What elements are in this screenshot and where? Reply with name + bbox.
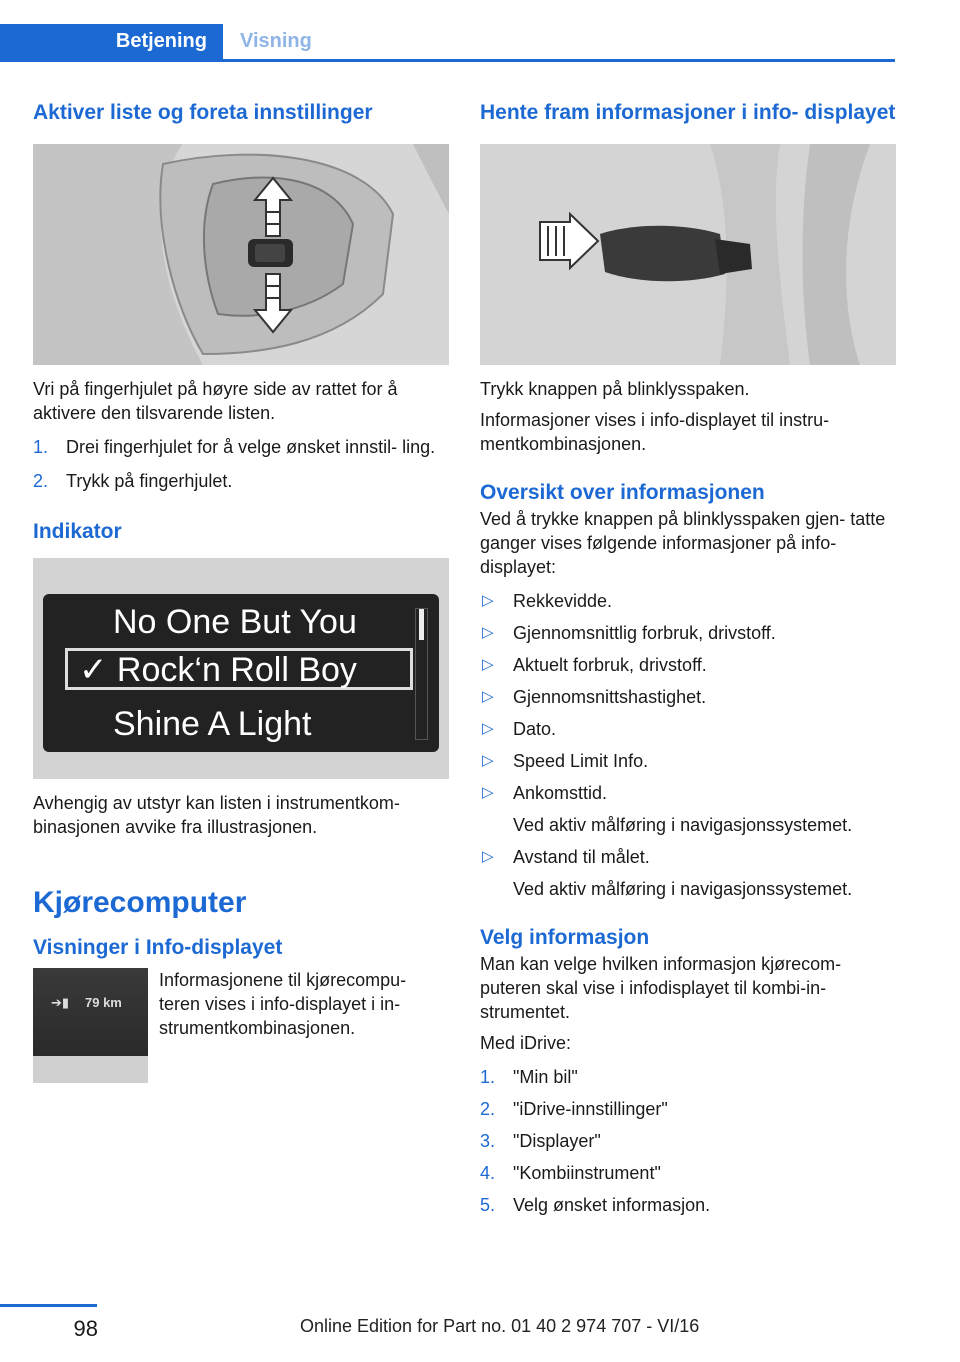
- list-item-subtext: Ved aktiv målføring i navigasjonssystemet.: [513, 879, 853, 899]
- indicator-display-illustration: [33, 558, 449, 779]
- list-item-subtext: Ved aktiv målføring i navigasjonssystemet.: [513, 815, 853, 835]
- list-item-text: Avstand til målet.: [513, 847, 650, 867]
- list-item: [480, 653, 896, 677]
- tab-betjening[interactable]: Betjening: [0, 24, 223, 59]
- heading-aktiver-liste: Aktiver liste og foreta innstillinger: [33, 101, 373, 124]
- step-number: 4.: [480, 1163, 496, 1183]
- steering-wheel-illustration: [33, 144, 449, 365]
- range-display-illustration: [33, 968, 148, 1083]
- turn-signal-lever-illustration: [480, 144, 896, 365]
- list-item: [480, 685, 896, 709]
- range-display-screen: [33, 968, 148, 1056]
- step-number: 5.: [480, 1195, 496, 1215]
- step-number: 2.: [480, 1099, 496, 1119]
- paragraph-man-kan: Man kan velge hvilken informasjon kjørecom‐ puteren skal vise i infodisplayet til kombi-in‐ strumentet.: [480, 954, 842, 1022]
- header-divider: [0, 59, 895, 62]
- paragraph-med-idrive: Med iDrive:: [480, 1033, 572, 1053]
- list-item: [480, 749, 896, 773]
- information-list: [480, 589, 896, 901]
- step-text: Velg ønsket informasjon.: [513, 1195, 711, 1215]
- list-item: [480, 1065, 896, 1089]
- idrive-steps-list: [480, 1065, 896, 1217]
- bullet-triangle-icon: ▷: [482, 688, 494, 705]
- display-item-1: No One But You: [113, 603, 357, 641]
- list-item: [480, 1097, 896, 1121]
- heading-indikator: Indikator: [33, 520, 122, 543]
- list-item-text: Aktuelt forbruk, drivstoff.: [513, 655, 707, 675]
- list-item: [480, 1193, 896, 1217]
- bullet-triangle-icon: ▷: [482, 848, 494, 865]
- step-text: "Min bil": [513, 1067, 578, 1087]
- step-text: "iDrive-innstillinger": [513, 1099, 668, 1119]
- paragraph-informasjoner: Informasjoner vises i info-displayet til instru‐ mentkombinasjonen.: [480, 410, 830, 454]
- step-number: 2.: [33, 471, 49, 491]
- bullet-triangle-icon: ▷: [482, 656, 494, 673]
- heading-hente-fram: Hente fram informasjoner i info‐ displayet: [480, 101, 896, 124]
- footer-divider: [0, 1304, 97, 1307]
- tab-visning[interactable]: Visning: [240, 30, 312, 52]
- paragraph-avhengig: Avhengig av utstyr kan listen i instrumentkom‐ binasjonen avvike fra illustrasjonen.: [33, 793, 400, 837]
- list-item-text: Dato.: [513, 719, 557, 739]
- list-item: [480, 589, 896, 613]
- range-value: 79 km: [85, 995, 122, 1010]
- heading-velg-informasjon: Velg informasjon: [480, 926, 650, 949]
- step-number: 1.: [480, 1067, 496, 1087]
- heading-visninger: Visninger i Info-displayet: [33, 936, 283, 959]
- display-item-2: ✓ Rock‘n Roll Boy: [79, 651, 357, 689]
- page-number: 98: [73, 1316, 98, 1341]
- step-text: "Displayer": [513, 1131, 601, 1151]
- paragraph-informasjonene: Informasjonene til kjørecompu‐ teren vises i info-displayet i in‐ strumentkombinasjonen.: [159, 970, 407, 1038]
- heading-kjorecomputer: Kjørecomputer: [33, 886, 247, 919]
- list-item: [480, 845, 896, 901]
- bullet-triangle-icon: ▷: [482, 720, 494, 737]
- bullet-triangle-icon: ▷: [482, 592, 494, 609]
- left-column: [33, 100, 449, 1086]
- list-item: [480, 781, 896, 837]
- display-item-3: Shine A Light: [113, 705, 312, 743]
- fuel-arrow-icon: ➔▮: [51, 995, 70, 1010]
- scrollbar-track: [415, 608, 428, 740]
- bullet-triangle-icon: ▷: [482, 624, 494, 641]
- bullet-triangle-icon: ▷: [482, 752, 494, 769]
- bullet-triangle-icon: ▷: [482, 784, 494, 801]
- heading-oversikt: Oversikt over informasjonen: [480, 481, 765, 504]
- list-item-text: Ankomsttid.: [513, 783, 608, 803]
- list-item: [480, 1129, 896, 1153]
- paragraph-vri: Vri på fingerhjulet på høyre side av rattet for å aktivere den tilsvarende listen.: [33, 379, 398, 423]
- list-item: [480, 717, 896, 741]
- steps-list-left: [33, 435, 449, 493]
- list-item-text: Speed Limit Info.: [513, 751, 649, 771]
- list-item: [480, 1161, 896, 1185]
- list-item: [33, 435, 449, 459]
- step-number: 1.: [33, 437, 49, 457]
- visninger-block: [33, 968, 449, 1086]
- step-text: Drei fingerhjulet for å velge ønsket innstil‐ ling.: [66, 437, 436, 457]
- list-item: [33, 469, 449, 493]
- list-item: [480, 621, 896, 645]
- edition-text: Online Edition for Part no. 01 40 2 974 707 - VI/16: [300, 1316, 700, 1336]
- header-bar: [0, 0, 895, 62]
- list-item-text: Rekkevidde.: [513, 591, 613, 611]
- right-column: [480, 100, 896, 1225]
- step-number: 3.: [480, 1131, 496, 1151]
- step-text: "Kombiinstrument": [513, 1163, 661, 1183]
- paragraph-ved-a-trykke: Ved å trykke knappen på blinklysspaken gjen‐ tatte ganger vises følgende informasjoner på info-displayet:: [480, 509, 886, 577]
- paragraph-trykk: Trykk knappen på blinklysspaken.: [480, 379, 750, 399]
- list-item-text: Gjennomsnittshastighet.: [513, 687, 707, 707]
- instrument-display: [43, 594, 439, 752]
- list-item-text: Gjennomsnittlig forbruk, drivstoff.: [513, 623, 776, 643]
- step-text: Trykk på fingerhjulet.: [66, 471, 233, 491]
